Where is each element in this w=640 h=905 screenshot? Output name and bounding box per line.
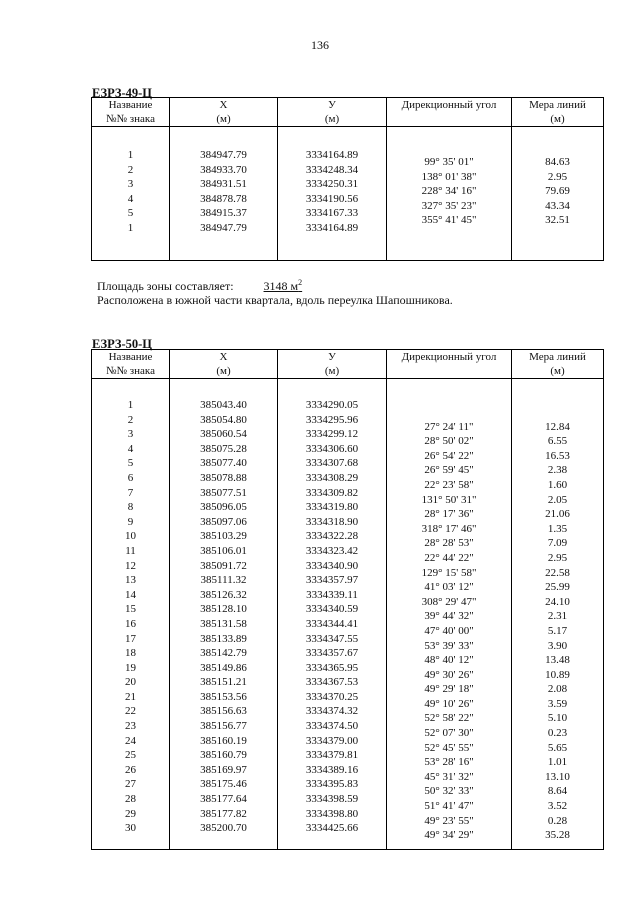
header-text: (м) [550, 365, 565, 377]
y-coordinate-cell: 3334357.97 [305, 574, 359, 587]
angle-cell: 131° 50' 31" [421, 493, 477, 506]
x-coordinate-cell: 384915.37 [200, 207, 247, 220]
col-y [278, 127, 387, 261]
y-coordinate-cell: 3334308.29 [305, 471, 359, 484]
angle-cell: 41° 03' 12" [424, 581, 474, 594]
length-cell: 7.09 [547, 537, 568, 550]
length-cell: 10.89 [545, 668, 570, 681]
header-line-length [512, 98, 604, 127]
col-lengths [512, 379, 604, 850]
length-cell: 2.95 [547, 170, 568, 183]
angle-cell: 318° 17' 46" [421, 522, 477, 535]
y-coordinate-cell: 3334190.56 [305, 192, 359, 205]
sign-number-cell: 5 [127, 457, 134, 470]
x-coordinate-cell: 385177.64 [200, 793, 247, 806]
col-x [170, 379, 278, 850]
coordinates-table [91, 349, 604, 850]
y-coordinate-cell: 3334389.16 [305, 763, 359, 776]
length-cell: 1.35 [547, 522, 568, 535]
y-coordinate-cell: 3334425.66 [305, 822, 359, 835]
x-coordinate-cell: 385096.05 [200, 501, 247, 514]
length-cell: 3.52 [547, 800, 568, 813]
angle-cell [387, 405, 511, 420]
header-text: Мера линий [529, 99, 586, 111]
y-coordinate-cell: 3334164.89 [305, 221, 359, 234]
header-text: Дирекционный угол [401, 351, 497, 363]
length-cell: 24.10 [545, 595, 570, 608]
table-header-row [92, 98, 604, 127]
sign-number-cell: 21 [125, 690, 136, 703]
header-text: X [219, 99, 228, 111]
sign-number-cell: 24 [125, 734, 136, 747]
x-coordinate-cell: 385111.32 [200, 574, 247, 587]
angle-cell: 50° 32' 33" [424, 785, 474, 798]
length-cell: 43.34 [545, 199, 570, 212]
col-x [170, 127, 278, 261]
y-coordinate-cell: 3334307.68 [305, 457, 359, 470]
angle-cell: 52° 45' 55" [424, 741, 474, 754]
header-text: Название [108, 99, 153, 111]
x-coordinate-cell: 384947.79 [200, 221, 247, 234]
sign-number-cell: 13 [125, 574, 136, 587]
length-cell: 25.99 [545, 581, 570, 594]
x-coordinate-cell: 385200.70 [200, 822, 247, 835]
col-y [278, 379, 387, 850]
length-cell: 0.28 [547, 814, 568, 827]
x-coordinate-cell: 385077.51 [200, 486, 247, 499]
y-coordinate-cell: 3334344.41 [305, 617, 359, 630]
length-cell: 2.38 [547, 464, 568, 477]
angle-cell: 27° 24' 11" [424, 420, 474, 433]
x-coordinate-cell: 385043.40 [200, 399, 247, 411]
y-coordinate-cell: 3334379.81 [305, 749, 359, 762]
length-cell: 35.28 [545, 829, 570, 842]
header-sign-number [92, 98, 170, 127]
angle-cell: 47° 40' 00" [424, 624, 474, 637]
x-coordinate-cell: 385097.06 [200, 515, 247, 528]
table-body-row [92, 379, 604, 850]
sign-number-cell: 27 [125, 778, 136, 791]
angle-cell: 51° 41' 47" [424, 800, 474, 813]
length-cell: 13.48 [545, 654, 570, 667]
y-coordinate-cell: 3334322.28 [305, 530, 359, 543]
sign-number-cell: 26 [125, 763, 136, 776]
header-text: (м) [216, 113, 231, 125]
x-coordinate-cell: 385149.86 [200, 661, 247, 674]
y-coordinate-cell: 3334374.32 [305, 705, 359, 718]
sign-number-cell: 11 [125, 544, 136, 557]
y-coordinate-cell: 3334398.80 [305, 807, 359, 820]
y-coordinate-cell: 3334309.82 [305, 486, 359, 499]
section-title: ЕЗРЗ-49-Ц [92, 86, 153, 100]
length-cell: 6.55 [547, 435, 568, 448]
x-coordinate-cell: 384947.79 [200, 149, 247, 161]
angle-cell: 52° 58' 22" [424, 712, 474, 725]
y-coordinate-cell: 3334318.90 [305, 515, 359, 528]
sign-number-cell: 9 [127, 515, 134, 528]
sign-number-cell: 30 [125, 822, 136, 835]
coordinates-table [91, 97, 604, 261]
length-cell: 22.58 [545, 566, 570, 579]
x-coordinate-cell: 385106.01 [200, 544, 247, 557]
col-angles [387, 127, 512, 261]
angle-cell: 22° 44' 22" [424, 551, 474, 564]
sign-number-cell: 10 [125, 530, 136, 543]
length-cell: 5.10 [547, 712, 568, 725]
x-coordinate-cell: 384878.78 [200, 192, 247, 205]
sign-number-cell: 7 [127, 486, 134, 499]
x-coordinate-cell: 385103.29 [200, 530, 247, 543]
sign-number-cell: 16 [125, 617, 136, 630]
y-coordinate-cell: 3334357.67 [305, 647, 359, 660]
x-coordinate-cell: 384933.70 [200, 163, 247, 176]
length-cell: 2.08 [547, 683, 568, 696]
sign-number-cell: 29 [125, 807, 136, 820]
x-coordinate-cell: 384931.51 [200, 178, 247, 191]
y-coordinate-cell: 3334319.80 [305, 501, 359, 514]
col-angles [387, 379, 512, 850]
col-numbers [92, 127, 170, 261]
header-direction-angle [387, 350, 512, 379]
angle-cell: 355° 41' 45" [421, 214, 477, 227]
header-text: У [328, 351, 336, 363]
length-cell: 2.05 [547, 493, 568, 506]
angle-cell: 308° 29' 47" [421, 595, 477, 608]
length-cell: 12.84 [545, 420, 570, 433]
header-y [278, 98, 387, 127]
header-text: (м) [324, 365, 340, 377]
header-text: Дирекционный угол [401, 99, 497, 111]
sign-number-cell: 4 [127, 192, 134, 205]
area-value: 3148 $м^2$ [263, 278, 303, 293]
sign-number-cell: 28 [125, 793, 136, 806]
x-coordinate-cell: 385126.32 [200, 588, 247, 601]
length-cell [512, 405, 603, 420]
x-coordinate-cell: 385169.97 [200, 763, 247, 776]
y-coordinate-cell: 3334248.34 [305, 163, 359, 176]
header-text: Мера линий [529, 351, 586, 363]
y-coordinate-cell: 3334367.53 [305, 676, 359, 689]
y-coordinate-cell: 3334167.33 [305, 207, 359, 220]
location-note: Расположена в южной части квартала, вдоль переулка Шапошникова. [97, 293, 453, 307]
angle-cell: 52° 07' 30" [424, 727, 474, 740]
x-coordinate-cell: 385077.40 [200, 457, 247, 470]
length-cell: 2.95 [547, 551, 568, 564]
y-coordinate-cell: 3334339.11 [306, 588, 358, 601]
length-cell: 16.53 [545, 449, 570, 462]
length-cell: 5.65 [547, 741, 568, 754]
x-coordinate-cell: 385131.58 [200, 617, 247, 630]
y-coordinate-cell: 3334347.55 [305, 632, 359, 645]
header-text: X [219, 351, 228, 363]
length-cell: 8.64 [547, 785, 568, 798]
x-coordinate-cell: 385153.56 [200, 690, 247, 703]
y-coordinate-cell: 3334340.59 [305, 603, 359, 616]
header-y [278, 350, 387, 379]
sign-number-cell: 6 [127, 471, 134, 484]
angle-cell: 99° 35' 01" [424, 156, 474, 168]
sign-number-cell: 22 [125, 705, 136, 718]
sign-number-cell: 15 [125, 603, 136, 616]
col-numbers [92, 379, 170, 850]
x-coordinate-cell: 385160.19 [200, 734, 247, 747]
y-coordinate-cell: 3334295.96 [305, 413, 359, 426]
sign-number-cell: 12 [125, 559, 136, 572]
sign-number-cell: 2 [127, 163, 134, 176]
sign-number-cell: 18 [125, 647, 136, 660]
y-coordinate-cell: 3334164.89 [305, 149, 359, 161]
y-coordinate-cell: 3334299.12 [305, 428, 359, 441]
length-cell: 21.06 [545, 508, 570, 521]
angle-cell: 327° 35' 23" [421, 199, 477, 212]
length-cell: 2.31 [547, 610, 568, 623]
area-note [97, 278, 302, 294]
area-label: Площадь зоны составляет: [97, 279, 234, 293]
length-cell: 84.63 [545, 156, 570, 168]
y-coordinate-cell: 3334365.95 [305, 661, 359, 674]
angle-cell: 53° 28' 16" [424, 756, 474, 769]
header-text: №№ знака [106, 365, 155, 377]
table-body-row [92, 127, 604, 261]
sign-number-cell: 1 [127, 149, 134, 161]
angle-cell: 26° 59' 45" [424, 464, 474, 477]
x-coordinate-cell: 385156.77 [200, 720, 247, 733]
col-lengths [512, 127, 604, 261]
length-cell: 3.59 [547, 697, 568, 710]
page-number: 136 [311, 38, 329, 52]
angle-cell: 28° 28' 53" [424, 537, 474, 550]
angle-cell: 22° 23' 58" [424, 478, 474, 491]
header-x [170, 350, 278, 379]
angle-cell: 26° 54' 22" [424, 449, 474, 462]
x-coordinate-cell: 385075.28 [200, 442, 247, 455]
x-coordinate-cell: 385160.79 [200, 749, 247, 762]
angle-cell: 49° 10' 26" [424, 697, 474, 710]
sign-number-cell: 14 [125, 588, 136, 601]
x-coordinate-cell: 385177.82 [200, 807, 247, 820]
angle-cell: 49° 34' 29" [424, 829, 474, 842]
sign-number-cell: 2 [127, 413, 134, 426]
sign-number-cell: 3 [127, 178, 134, 191]
angle-cell: 228° 34' 16" [421, 185, 477, 198]
angle-cell: 138° 01' 38" [421, 170, 477, 183]
angle-cell: 48° 40' 12" [424, 654, 474, 667]
y-coordinate-cell: 3334290.05 [305, 399, 359, 411]
angle-cell: 49° 30' 26" [424, 668, 474, 681]
length-cell: 79.69 [545, 185, 570, 198]
x-coordinate-cell: 385133.89 [200, 632, 247, 645]
length-cell: 0.23 [547, 727, 568, 740]
sign-number-cell: 3 [127, 428, 134, 441]
x-coordinate-cell: 385156.63 [200, 705, 247, 718]
sign-number-cell: 1 [127, 221, 134, 234]
sign-number-cell: 5 [127, 207, 134, 220]
y-coordinate-cell: 3334398.59 [305, 793, 359, 806]
sign-number-cell: 23 [125, 720, 136, 733]
angle-cell: 53° 39' 33" [424, 639, 474, 652]
length-cell: 32.51 [545, 214, 570, 227]
header-text: (м) [216, 365, 231, 377]
angle-cell: 28° 50' 02" [424, 435, 474, 448]
header-text: (м) [550, 113, 565, 125]
header-text: Название [108, 351, 153, 363]
sign-number-cell: 19 [125, 661, 136, 674]
x-coordinate-cell: 385175.46 [200, 778, 247, 791]
section-title: ЕЗРЗ-50-Ц [92, 337, 153, 351]
angle-cell: 39° 44' 32" [424, 610, 474, 623]
angle-cell: 49° 23' 55" [424, 814, 474, 827]
sign-number-cell: 25 [125, 749, 136, 762]
x-coordinate-cell: 385078.88 [200, 471, 247, 484]
header-text: У [328, 99, 336, 111]
x-coordinate-cell: 385054.80 [200, 413, 247, 426]
x-coordinate-cell: 385128.10 [200, 603, 247, 616]
x-coordinate-cell: 385151.21 [200, 676, 247, 689]
length-cell: 5.17 [547, 624, 568, 637]
header-line-length [512, 350, 604, 379]
length-cell: 1.01 [547, 756, 568, 769]
angle-cell: 28° 17' 36" [424, 508, 474, 521]
header-sign-number [92, 350, 170, 379]
length-cell: 1.60 [547, 478, 568, 491]
y-coordinate-cell: 3334323.42 [305, 544, 359, 557]
header-x [170, 98, 278, 127]
x-coordinate-cell: 385060.54 [200, 428, 247, 441]
header-text: №№ знака [106, 113, 155, 125]
sign-number-cell: 20 [125, 676, 136, 689]
sign-number-cell: 17 [125, 632, 136, 645]
y-coordinate-cell: 3334306.60 [305, 442, 359, 455]
sign-number-cell: 4 [127, 442, 134, 455]
y-coordinate-cell: 3334379.00 [305, 734, 359, 747]
sign-number-cell: 8 [127, 501, 134, 514]
y-coordinate-cell: 3334340.90 [305, 559, 359, 572]
y-coordinate-cell: 3334395.83 [305, 778, 359, 791]
angle-cell: 49° 29' 18" [424, 683, 474, 696]
x-coordinate-cell: 385142.79 [200, 647, 247, 660]
angle-cell: 45° 31' 32" [424, 770, 474, 783]
y-coordinate-cell: 3334250.31 [305, 178, 359, 191]
x-coordinate-cell: 385091.72 [200, 559, 247, 572]
y-coordinate-cell: 3334370.25 [305, 690, 359, 703]
y-coordinate-cell: 3334374.50 [305, 720, 359, 733]
length-cell: 3.90 [547, 639, 568, 652]
sign-number-cell: 1 [127, 399, 134, 411]
table-header-row [92, 350, 604, 379]
header-direction-angle [387, 98, 512, 127]
header-text: (м) [324, 113, 340, 125]
length-cell: 13.10 [545, 770, 570, 783]
angle-cell: 129° 15' 58" [421, 566, 477, 579]
